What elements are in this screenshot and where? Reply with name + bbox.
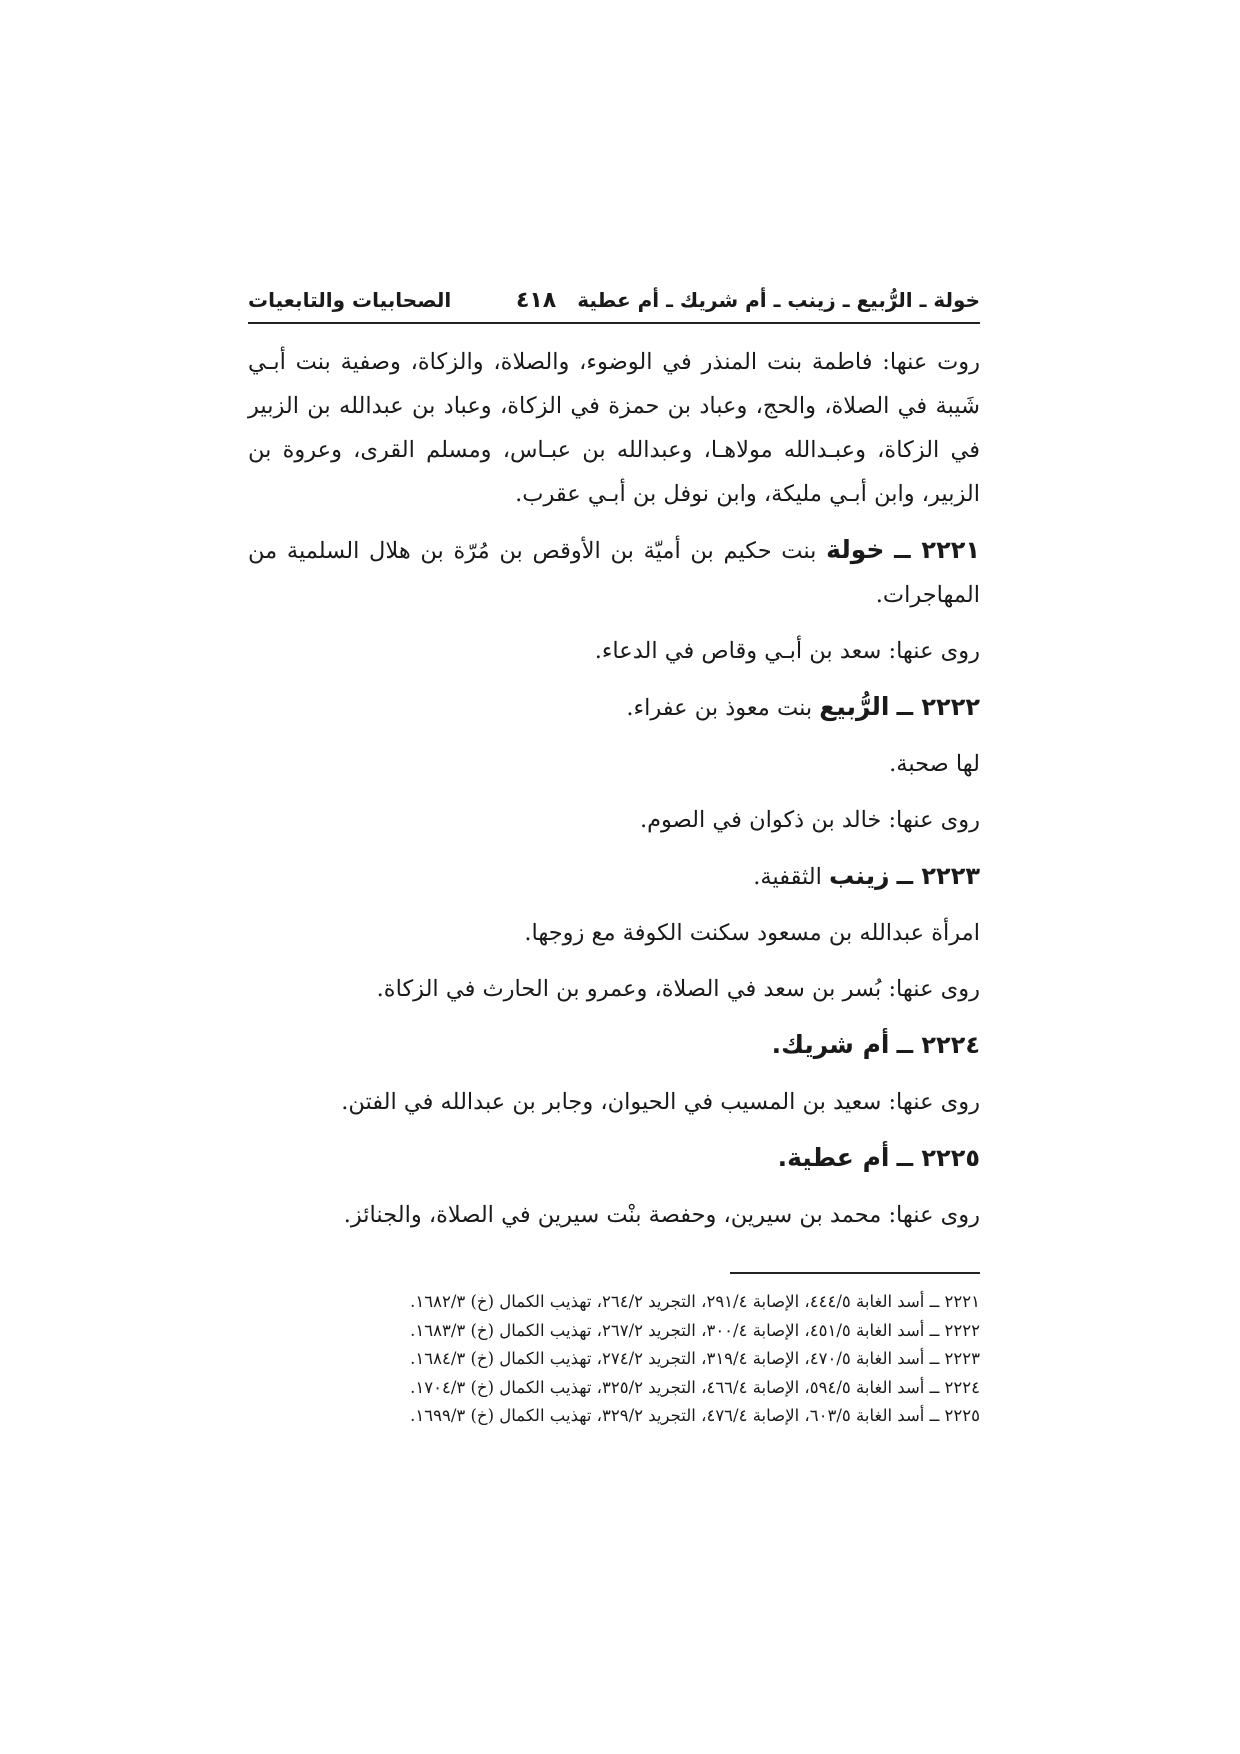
entry-name: الرُّبيع [819,692,890,721]
entry-note: امرأة عبدالله بن مسعود سكنت الكوفة مع زوجها. [524,920,980,946]
entry-number: ٢٢٢٤ ــ [896,1031,980,1059]
narrators-paragraph: روى عنها: محمد بن سيرين، وحفصة بنْت سيرين في الصلاة، والجنائز. [343,1202,980,1228]
entry-number: ٢٢٢١ ــ [894,536,981,564]
running-title-group [516,280,980,321]
page-header [248,280,980,320]
footnote: ٢٢٢١ ــ أسد الغابة ٤٤٤/٥، الإصابة ٢٩١/٤، التجريد ٢٦٤/٢، تهذيب الكمال (خ) ١٦٨٢/٣. [410,1292,980,1311]
narrators-paragraph: روت عنها: فاطمة بنت المنذر في الوضوء، والصلاة، والزكاة، وصفية بنت أبـي شَيبة في الصلاة، والحج، وعباد بن حمزة في الزكاة، وعباد بن عبدالله بن الزبير في الزكاة، وعبـدالله مولاهـا، وعبدالله بن عبـاس، ومسلم القرى، وعروة بن الزبير، وابن أبـي مليكة، وابن نوفل بن أبـي عقرب. [248,349,980,507]
running-title: خولة ـ الرُّبيع ـ زينب ـ أم شريك ـ أم عطية [577,288,980,312]
page-number: ٤١٨ [515,288,557,313]
header-divider [248,322,980,324]
narrators-paragraph: روى عنها: سعيد بن المسيب في الحيوان، وجابر بن عبدالله في الفتن. [341,1089,980,1115]
entry-lineage: الثقفية. [753,864,822,890]
narrators-paragraph: روى عنها: بُسر بن سعد في الصلاة، وعمرو بن الحارث في الزكاة. [376,976,980,1002]
narrators-paragraph: روى عنها: سعد بن أبـي وقاص في الدعاء. [594,638,980,664]
entry-2224 [248,1023,980,1068]
narrators-paragraph: روى عنها: خالد بن ذكوان في الصوم. [639,807,980,833]
footnotes [248,1288,980,1431]
entry-2222 [248,685,980,730]
entry-number: ٢٢٢٥ ــ [896,1144,980,1172]
footnote: ٢٢٢٣ ــ أسد الغابة ٤٧٠/٥، الإصابة ٣١٩/٤، التجريد ٢٧٤/٢، تهذيب الكمال (خ) ١٦٨٤/٣. [410,1349,980,1368]
book-page [248,0,980,1754]
entry-number: ٢٢٢٣ ــ [896,862,980,890]
entry-2223 [248,854,980,899]
book-title: الصحابيات والتابعيات [248,288,452,312]
entry-name: زينب [829,861,890,890]
footnote: ٢٢٢٤ ــ أسد الغابة ٥٩٤/٥، الإصابة ٤٦٦/٤، التجريد ٣٢٥/٢، تهذيب الكمال (خ) ١٧٠٤/٣. [410,1377,980,1397]
entry-note: لها صحبة. [889,751,980,777]
entry-2221 [248,528,980,617]
entry-name: أم عطية. [777,1143,890,1172]
footnote-divider [730,1272,980,1274]
footnote: ٢٢٢٥ ــ أسد الغابة ٦٠٣/٥، الإصابة ٤٧٦/٤، التجريد ٣٢٩/٢، تهذيب الكمال (خ) ١٦٩٩/٣. [410,1406,980,1425]
entry-name: خولة [826,535,885,564]
entry-lineage: بنت حكيم بن أميّة بن الأوقص بن مُرّة بن هلال السلمية من المهاجرات. [248,538,980,608]
footnote: ٢٢٢٢ ــ أسد الغابة ٤٥١/٥، الإصابة ٣٠٠/٤، التجريد ٢٦٧/٢، تهذيب الكمال (خ) ١٦٨٣/٣. [410,1320,980,1340]
entry-lineage: بنت معوذ بن عفراء. [626,695,813,721]
main-text [248,340,980,1237]
entry-name: أم شريك. [771,1030,890,1059]
entry-2225 [248,1136,980,1181]
entry-number: ٢٢٢٢ ــ [896,693,980,721]
